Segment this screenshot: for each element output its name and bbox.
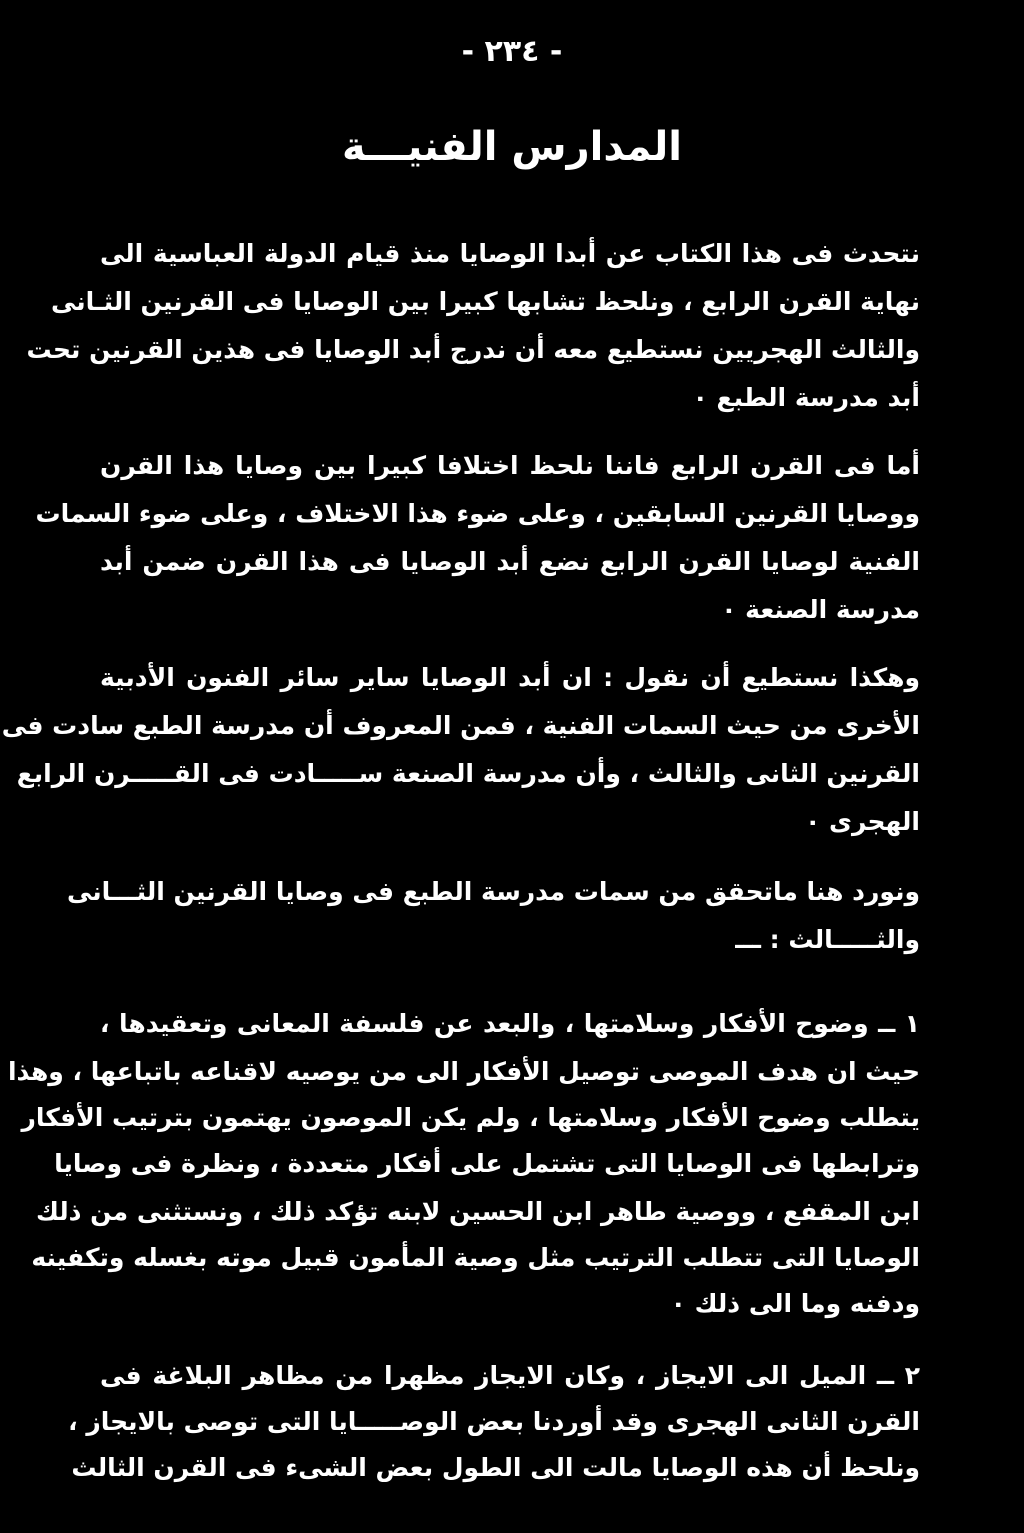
list-item-line: حيث ان هدف الموصى توصيل الأفكار الى من يوصيه لاقناعه باتباعها ، وهذا [7, 1057, 920, 1086]
text-line: أبد مدرسة الطبع ٠ [692, 383, 920, 412]
page-number: - ٢٣٤ - [461, 34, 563, 69]
text-line: نتحدث فى هذا الكتاب عن أبدا الوصايا منذ قيام الدولة العباسية الى [100, 239, 920, 268]
list-item-line: ٢ ــ الميل الى الايجاز ، وكان الايجاز مظهرا من مظاهر البلاغة فى [100, 1361, 920, 1390]
text-line: والثـــــالث : ـــ [735, 925, 920, 954]
text-line: مدرسة الصنعة ٠ [721, 595, 920, 624]
text-line: القرنين الثانى والثالث ، وأن مدرسة الصنعة ســـــادت فى القـــــرن الرابع [16, 759, 920, 788]
list-item-line: ونلحظ أن هذه الوصايا مالت الى الطول بعض الشىء فى القرن الثالث [71, 1453, 920, 1482]
text-line: والثالث الهجريين نستطيع معه أن ندرج أبد الوصايا فى هذين القرنين تحت [26, 335, 920, 364]
text-line: نهاية القرن الرابع ، ونلحظ تشابها كبيرا بين الوصايا فى القرنين الثـانى [51, 287, 920, 316]
text-line: ووصايا القرنين السابقين ، وعلى ضوء هذا الاختلاف ، وعلى ضوء السمات [35, 499, 920, 528]
text-line: أما فى القرن الرابع فاننا نلحظ اختلافا كبيرا بين وصايا هذا القرن [100, 451, 920, 480]
list-item-line: ودفنه وما الى ذلك ٠ [670, 1289, 920, 1318]
text-line: الهجرى ٠ [805, 807, 920, 836]
text-line: ونورد هنا ماتحقق من سمات مدرسة الطبع فى وصايا القرنين الثـــانى [66, 877, 920, 906]
list-item-line: الوصايا التى تتطلب الترتيب مثل وصية المأمون قبيل موته بغسله وتكفينه [31, 1243, 920, 1272]
section-title: المدارس الفنيـــة [342, 124, 682, 170]
list-item-line: القرن الثانى الهجرى وقد أوردنا بعض الوصـــــايا التى توصى بالايجاز ، [68, 1407, 920, 1436]
list-item-line: ابن المقفع ، ووصية طاهر ابن الحسين لابنه تؤكد ذلك ، ونستثنى من ذلك [35, 1197, 920, 1226]
list-item-line: يتطلب وضوح الأفكار وسلامتها ، ولم يكن الموصون يهتمون بترتيب الأفكار [21, 1103, 920, 1132]
text-line: وهكذا نستطيع أن نقول : ان أبد الوصايا ساير سائر الفنون الأدبية [100, 663, 920, 692]
list-item-line: ١ ــ وضوح الأفكار وسلامتها ، والبعد عن فلسفة المعانى وتعقيدها ، [100, 1009, 920, 1038]
text-line: الفنية لوصايا القرن الرابع نضع أبد الوصايا فى هذا القرن ضمن أبد [100, 547, 920, 576]
text-line: الأخرى من حيث السمات الفنية ، فمن المعروف أن مدرسة الطبع سادت فى [1, 711, 920, 740]
list-item-line: وترابطها فى الوصايا التى تشتمل على أفكار متعددة ، ونظرة فى وصايا [54, 1149, 920, 1178]
